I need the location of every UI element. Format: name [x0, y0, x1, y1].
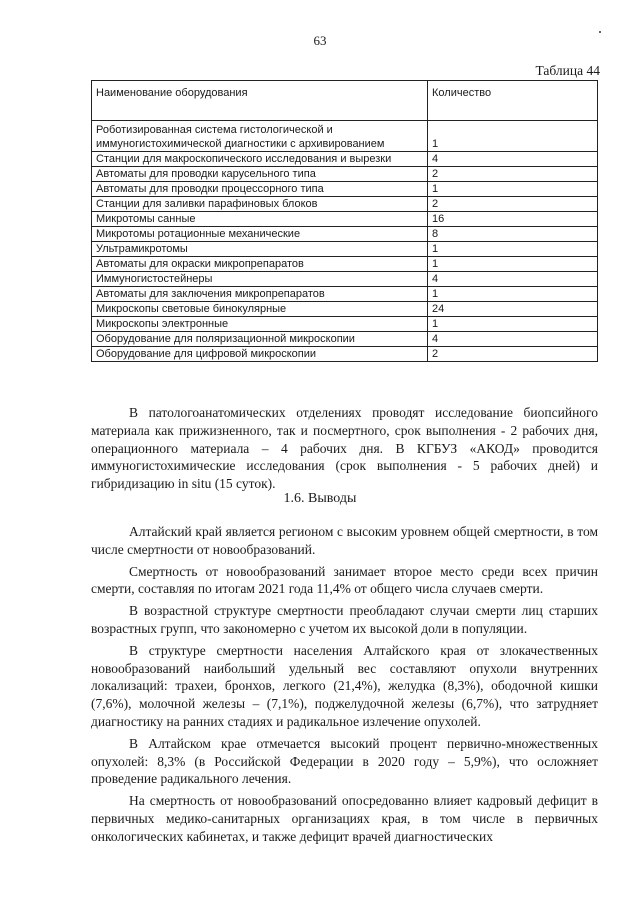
conclusion-paragraph: В структуре смертности населения Алтайского края от злокачественных новообразований наибольший удельный вес составляют опухоли внутренних локализаций: трахеи, бронхов, легкого (21,4%), желудка (8,3%), ободочной кишки (7,6%), молочной железы – (7,1%), поджелудочной железы (6,7%), что затрудняет диагностику на ранних стадиях и радикальное излечение опухолей.: [91, 642, 598, 729]
header-equipment-name: Наименование оборудования: [92, 81, 428, 121]
table-row: [92, 212, 598, 227]
table-row: [92, 272, 598, 287]
table-row: [92, 167, 598, 182]
equipment-quantity: 16: [428, 212, 598, 227]
table-row: [92, 182, 598, 197]
table-row: [92, 332, 598, 347]
equipment-quantity: 1: [428, 182, 598, 197]
equipment-quantity: 4: [428, 152, 598, 167]
header-quantity: Количество: [428, 81, 598, 121]
table-row: [92, 121, 598, 152]
equipment-name: Оборудование для цифровой микроскопии: [92, 347, 428, 362]
equipment-quantity: 4: [428, 332, 598, 347]
equipment-name: Автоматы для проводки карусельного типа: [92, 167, 428, 182]
table-row: [92, 347, 598, 362]
table-row: [92, 227, 598, 242]
equipment-quantity: 1: [428, 317, 598, 332]
table-label: Таблица 44: [535, 63, 600, 78]
conclusions-section: [91, 523, 598, 846]
equipment-name: Станции для заливки парафиновых блоков: [92, 197, 428, 212]
equipment-name: Автоматы для проводки процессорного типа: [92, 182, 428, 197]
equipment-quantity: 2: [428, 347, 598, 362]
equipment-quantity: 8: [428, 227, 598, 242]
equipment-quantity: 2: [428, 167, 598, 182]
intro-section: [91, 404, 598, 493]
equipment-name: Микроскопы световые бинокулярные: [92, 302, 428, 317]
table-row: [92, 287, 598, 302]
equipment-name: Иммуногистостейнеры: [92, 272, 428, 287]
section-heading: 1.6. Выводы: [283, 491, 357, 506]
equipment-name: Оборудование для поляризационной микроскопии: [92, 332, 428, 347]
equipment-name: Автоматы для заключения микропрепаратов: [92, 287, 428, 302]
table-row: [92, 317, 598, 332]
table-row: [92, 197, 598, 212]
table-row: [92, 302, 598, 317]
equipment-name: Роботизированная система гистологической и иммуногистохимической диагностики с архивированием: [92, 121, 428, 152]
conclusion-paragraph: Смертность от новообразований занимает второе место среди всех причин смерти, составляя по итогам 2021 года 11,4% от общего числа случаев смерти.: [91, 563, 598, 597]
conclusion-paragraph: В Алтайском крае отмечается высокий процент первично-множественных опухолей: 8,3% (в Российской Федерации в 2020 году – 5,9%), что осложняет проведение радикального лечения.: [91, 735, 598, 787]
table-row: [92, 152, 598, 167]
equipment-name: Ультрамикротомы: [92, 242, 428, 257]
equipment-name: Микротомы ротационные механические: [92, 227, 428, 242]
equipment-quantity: 1: [428, 242, 598, 257]
equipment-quantity: 1: [428, 287, 598, 302]
equipment-quantity: 1: [428, 257, 598, 272]
conclusion-paragraph: На смертность от новообразований опосредованно влияет кадровый дефицит в первичных медико-санитарных организациях края, в том числе в первичных онкологических кабинетах, и также дефицит врачей диагностических: [91, 793, 598, 844]
equipment-table: [91, 80, 598, 362]
table-row: [92, 242, 598, 257]
equipment-quantity: 24: [428, 302, 598, 317]
equipment-name: Автоматы для окраски микропрепаратов: [92, 257, 428, 272]
equipment-name: Микротомы санные: [92, 212, 428, 227]
equipment-name: Станции для макроскопического исследования и вырезки: [92, 152, 428, 167]
page-number: 63: [313, 33, 327, 48]
intro-paragraph: В патологоанатомических отделениях проводят исследование биопсийного материала как прижизненного, так и посмертного, срок выполнения - 2 рабочих дня, операционного материала – 4 рабочих дня. В КГБУЗ «АКОД» проводится иммуногистохимические исследования (срок выполнения - 5 рабочих дней) и гибридизацию in situ (15 суток).: [91, 405, 598, 492]
table-row: [92, 257, 598, 272]
equipment-quantity: 1: [428, 121, 598, 152]
conclusion-paragraph: Алтайский край является регионом с высоким уровнем общей смертности, в том числе смертности от новообразований.: [91, 524, 598, 557]
table-header-row: [92, 81, 598, 121]
conclusion-paragraph: В возрастной структуре смертности преобладают случаи смерти лиц старших возрастных групп, что закономерно с учетом их высокой доли в популяции.: [91, 603, 598, 636]
equipment-quantity: 4: [428, 272, 598, 287]
equipment-quantity: 2: [428, 197, 598, 212]
equipment-name: Микроскопы электронные: [92, 317, 428, 332]
